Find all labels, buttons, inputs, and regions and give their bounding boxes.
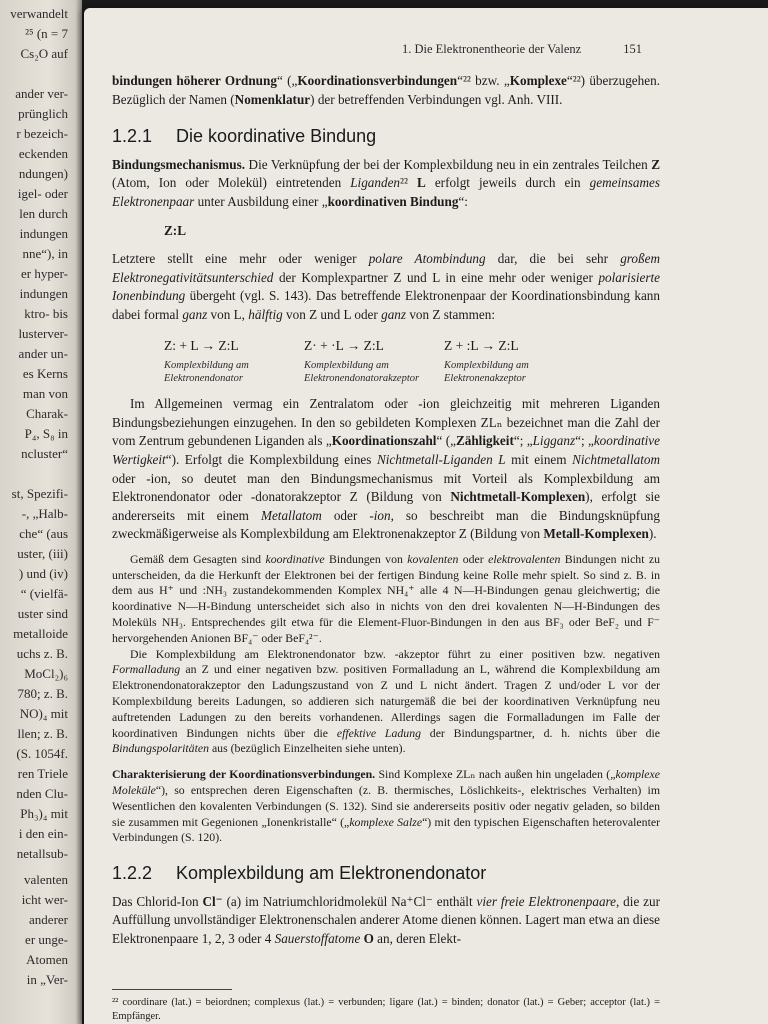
reaction-acceptor: Z + :L → Z:L Komplexbildung am Elektronenakzeptor <box>444 337 529 385</box>
footnote-22: ²² coordinare (lat.) = beiordnen; complexus (lat.) = verbunden; ligare (lat.) = binden; donator (lat.) = Geber; acceptor (lat.) = Empfänger. <box>112 996 660 1022</box>
previous-page-line: ncluster“ <box>21 446 68 461</box>
section-title: Komplexbildung am Elektronendonator <box>176 863 487 884</box>
reaction-donor: Z: + L → Z:L Komplexbildung am Elektronendonator <box>164 337 249 385</box>
footnote-divider <box>112 989 232 990</box>
previous-page-line: “ (vielfä- <box>20 586 68 601</box>
previous-page-line: (S. 1054f. <box>16 746 68 761</box>
previous-page-line: -, „Halb- <box>21 506 68 521</box>
reaction-donor-acceptor: Z· + ·L → Z:L Komplexbildung am Elektronendonatorakzeptor <box>304 337 420 385</box>
coordination-number-paragraph: Im Allgemeinen vermag ein Zentralatom oder -ion gleichzeitig mit mehreren Liganden Bindungsbeziehungen einzugehen. In den so gebildeten Komplexen ZLₙ bezeichnet man die Zahl der vom Zentrum gebundenen Liganden als „Koordinationszahl“ („Zähligkeit“; „Ligganz“; „koordinative Wertigkeit“). Erfolgt die Komplexbildung eines Nichtmetall-Liganden L mit einem Nichtmetallatom oder -ion, so deutet man den Bindungsmechanismus mit Vorteil als Komplexbildung am Elektronendonator oder -donatorakzeptor Z (Bildung von Nichtmetall-Komplexen), erfolgt sie andererseits mit einem Metallatom oder -ion, so beschreibt man die Bindungsknüpfung zweckmäßigerweise als Komplexbildung am Elektronenakzeptor Z (Bildung von Metall-Komplexen). <box>112 396 660 542</box>
previous-page-line: in „Ver- <box>26 972 68 987</box>
previous-page-line: icht wer- <box>21 892 68 907</box>
previous-page-line: uchs z. B. <box>16 646 68 661</box>
previous-page-line: uster, (iii) <box>17 546 68 561</box>
chloride-paragraph: Das Chlorid-Ion Cl⁻ (a) im Natriumchloridmolekül Na⁺Cl⁻ enthält vier freie Elektronenpaare, die zur Auffüllung unvollständiger Elektronenschalen anderer Atome dienen können. Lagert man etwa an diese Elektronenpaare 1, 2, 3 oder 4 Sauerstoffatome O an, deren Elekt- <box>112 893 660 946</box>
previous-page-line: llen; z. B. <box>17 726 68 741</box>
previous-page-line: uster sind <box>17 606 68 621</box>
previous-page-line: prünglich <box>18 106 68 121</box>
previous-page-line: metalloide <box>13 626 68 641</box>
previous-page-line: P₄, S₈ in <box>24 426 68 441</box>
previous-page-line: ²⁵ (n = 7 <box>25 26 68 41</box>
previous-page-line: ndungen) <box>18 166 68 181</box>
section-number: 1.2.1 <box>112 126 153 147</box>
section-heading-1-2-2 <box>112 864 660 883</box>
small-print-paragraph-formal-charge: Die Komplexbildung am Elektronendonator bzw. -akzeptor führt zu einer positiven bzw. negativen Formalladung an Z und einer negativen bzw. positiven Formalladung an L, während die Komplexbildung am Elektronendonatorakzeptor den Ladungszustand von Z und L nicht ändert. Tragen Z und/oder L vor der Komplexbildung bereits Ladungen, so addieren sich naturgemäß die bei der koordinativen Verknüpfung neu auftretenden Ladungen zu den bereits vorhandenen. Allerdings sagen die Formalladungen im Falle der koordinativen Bindungen nichts über die effektive Ladung der Bindungspartner, d. h. nichts über die Bindungspolaritäten aus (bezüglich Einzelheiten siehe unten). <box>112 646 661 756</box>
previous-page-line: 780; z. B. <box>17 686 68 701</box>
previous-page-line: r bezeich- <box>16 126 68 141</box>
previous-page-text-bottom <box>2 870 68 990</box>
section-heading-1-2-1 <box>112 127 660 146</box>
previous-page-line: NO)₄ mit <box>19 706 68 721</box>
previous-page-line: st, Spezifi- <box>11 486 68 501</box>
previous-page-line: Atomen <box>26 952 68 967</box>
section-number: 1.2.2 <box>112 863 153 884</box>
bond-formula: Z:L <box>164 222 186 238</box>
polar-bond-paragraph: Letztere stellt eine mehr oder weniger polare Atombindung dar, die bei sehr großem Elektronegativitätsunterschied der Komplexpartner Z und L in eine mehr oder weniger polarisierte Ionenbindung übergeht (vgl. S. 143). Das betreffende Elektronenpaar der Koordinationsbindung kann dabei formal ganz von L, hälftig von Z und L oder ganz von Z stammen: <box>112 251 660 322</box>
previous-page-line: verwandelt <box>10 6 68 21</box>
previous-page-line: nden Clu- <box>16 786 68 801</box>
running-head-title: 1. Die Elektronentheorie der Valenz <box>402 42 582 56</box>
previous-page-line: nne“), in <box>22 246 68 261</box>
book-page <box>84 8 768 1024</box>
previous-page-line: er hyper- <box>20 266 68 281</box>
previous-page-line: lusterver- <box>18 326 68 341</box>
page-number: 151 <box>623 42 642 56</box>
previous-page-line: indungen <box>19 226 68 241</box>
previous-page-line: MoCl₂)₆ <box>24 666 68 681</box>
previous-page-line: Cs₂O auf <box>20 46 68 61</box>
previous-page-line: len durch <box>19 206 68 221</box>
previous-page-line: che“ (aus <box>19 526 68 541</box>
previous-page-line <box>2 64 68 84</box>
small-print-paragraph-equivalence: Gemäß dem Gesagten sind koordinative Bindungen von kovalenten oder elektrovalenten Bindungen nicht zu unterscheiden, da die Herkunft der Elektronen bei der fertigen Bindung keine Rolle mehr spielt. So sind z. B. in dem aus H⁺ und :NH₃ zustandekommenden Komplex NH₄⁺ alle 4 N—H-Bindungen genau gleichwertig; die koordinative N—H-Bindung unterscheidet sich also in nichts von den drei kovalenten N—H-Bindungen des Moleküls NH₃. Entsprechendes gilt etwa für die Element-Fluor-Bindungen in den aus BF₃ oder BeF₂ und F⁻ hervorgehenden Anionen BF₄⁻ oder BeF₄²⁻. <box>112 551 660 645</box>
reaction-schemes <box>112 337 660 386</box>
previous-page-line: valenten <box>23 872 68 887</box>
previous-page-line: anderer <box>29 912 68 927</box>
characterization-paragraph: Charakterisierung der Koordinationsverbindungen. Sind Komplexe ZLₙ nach außen hin ungeladen („komplexe Moleküle“), so entsprechen deren Eigenschaften (z. B. thermisches, Löslichkeits-, elektrisches Verhalten) im Wesentlichen den kovalenten Verbindungen (S. 132). Sind sie andererseits positiv oder negativ geladen, so bilden sie zusammen mit Gegenionen „Ionenkristalle“ („komplexe Salze“) mit den typischen Eigenschaften heterovalenter Verbindungen (S. 120). <box>112 767 661 845</box>
page-body <box>112 72 660 1024</box>
previous-page-line: ander un- <box>18 346 68 361</box>
previous-page-line: Charak- <box>26 406 68 421</box>
previous-page-line: ander ver- <box>15 86 68 101</box>
previous-page-line: ) und (iv) <box>18 566 68 581</box>
previous-page-line: man von <box>22 386 68 401</box>
previous-page-line: igel- oder <box>17 186 68 201</box>
previous-page-line: eckenden <box>18 146 68 161</box>
previous-page-text-top <box>2 4 68 864</box>
previous-page-line: ren Triele <box>17 766 68 781</box>
running-head <box>402 42 642 60</box>
section-title: Die koordinative Bindung <box>176 126 377 147</box>
previous-page-line: netallsub- <box>16 846 68 861</box>
previous-page-line: indungen <box>19 286 68 301</box>
previous-page-line: Ph₃)₄ mit <box>20 806 68 821</box>
previous-page-line: es Kerns <box>22 366 68 381</box>
previous-page-line: ktro- bis <box>24 306 68 321</box>
previous-page-line: er unge- <box>25 932 68 947</box>
previous-page-line <box>2 464 68 484</box>
intro-paragraph: bindungen höherer Ordnung“ („Koordinationsverbindungen“²² bzw. „Komplexe“²²) überzugehen. Bezüglich der Namen (Nomenklatur) der betreffenden Verbindungen vgl. Anh. VIII. <box>112 73 661 107</box>
previous-page-edge <box>0 0 82 1024</box>
previous-page-line: i den ein- <box>18 826 68 841</box>
mechanism-paragraph: Bindungsmechanismus. Die Verknüpfung der bei der Komplexbildung neu in ein zentrales Teilchen Z (Atom, Ion oder Molekül) eintretenden Liganden²² L erfolgt jeweils durch ein gemeinsames Elektronenpaar unter Ausbildung einer „koordinativen Bindung“: <box>112 156 660 209</box>
